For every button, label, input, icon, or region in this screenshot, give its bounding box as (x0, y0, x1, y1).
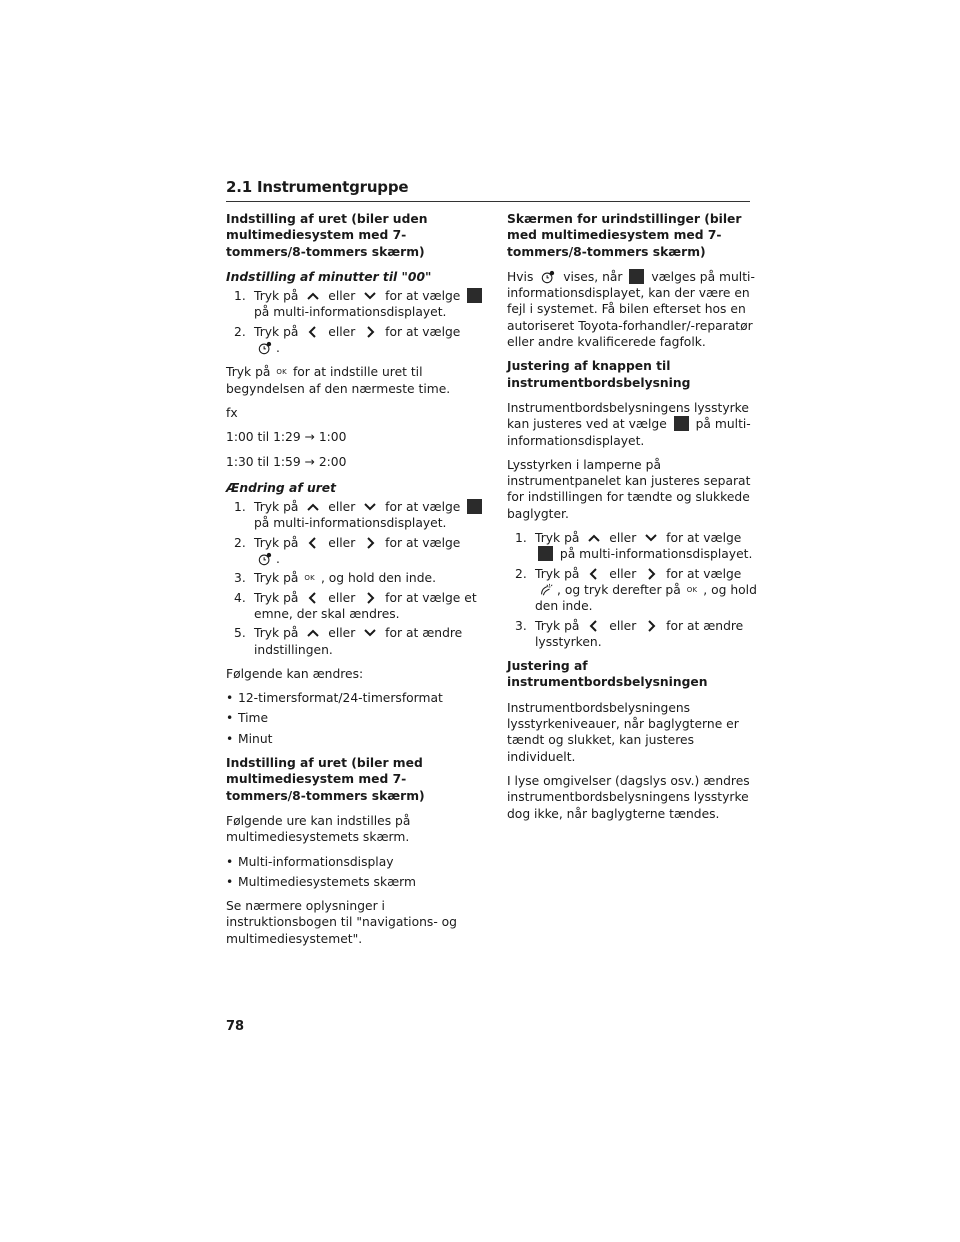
settings-gear-icon (629, 269, 644, 284)
paragraph-ok: Tryk på OK for at indstille uret til begyndelsen af den nærmeste time. (226, 365, 451, 396)
step (234, 499, 486, 532)
ok-button-icon: OK (686, 585, 698, 594)
subheading-minutes-00: Indstilling af minutter til "00" (226, 269, 432, 284)
paragraph-levels: Instrumentbordsbelysningens lysstyrkeniveauer, når baglygterne er tændt og slukket, kan justeres individuelt. (507, 700, 739, 764)
chevron-right-icon (363, 591, 377, 605)
chevron-down-icon (363, 289, 377, 303)
step-number: 1. (515, 531, 527, 546)
heading-clock-settings-screen: Skærmen for urindstillinger (biler med multimediesystem med 7-tommers/8-tommers skærm) (507, 212, 742, 259)
step-number: 1. (234, 289, 246, 304)
step (515, 618, 757, 651)
step-number: 3. (234, 571, 246, 586)
list-item: • Multimediesystemets skærm (226, 874, 416, 889)
chevron-down-icon (363, 626, 377, 640)
step (234, 570, 486, 586)
settings-gear-icon (674, 416, 689, 431)
paragraph-see-manual: Se nærmere oplysninger i instruktionsbogen til "navigations- og multimediesystemet". (226, 899, 457, 946)
chevron-down-icon (363, 500, 377, 514)
step (234, 324, 486, 357)
chevron-right-icon (363, 536, 377, 550)
step-number: 2. (234, 324, 246, 339)
paragraph-can-change: Følgende kan ændres: (226, 666, 364, 681)
settings-gear-icon (467, 288, 482, 303)
chevron-up-icon (587, 531, 601, 545)
paragraph-error: Hvis vises, når vælges på multi-informationsdisplayet, kan der være en fejl i systemet. Få bilen efterset hos en autoriseret Toyota-forhandler/-reparatør eller andre kvalificerede fagfolk. (507, 269, 755, 350)
settings-gear-icon (467, 499, 482, 514)
step-text: Tryk på eller for at vælge . (254, 535, 461, 567)
step (515, 530, 757, 563)
list-item: • Multi-informationsdisplay (226, 854, 394, 869)
chevron-left-icon (306, 591, 320, 605)
step-text: Tryk på eller for at vælge på multi-informationsdisplayet. (254, 499, 486, 532)
paragraph-example-1: 1:00 til 1:29 → 1:00 (226, 430, 347, 445)
chevron-left-icon (587, 567, 601, 581)
page-number: 78 (226, 1019, 245, 1034)
chevron-left-icon (306, 536, 320, 550)
list-item: • Minut (226, 731, 273, 746)
step-text: Tryk på eller for at vælge på multi-informationsdisplayet. (535, 531, 753, 562)
chevron-up-icon (306, 626, 320, 640)
step-number: 2. (515, 566, 527, 581)
step-text: Tryk på eller for at ændre indstillingen. (254, 626, 463, 657)
step-number: 1. (234, 500, 246, 515)
section-title: 2.1 Instrumentgruppe (226, 178, 409, 196)
subheading-change-clock: Ændring af uret (226, 480, 336, 495)
step-text: Tryk på eller for at vælge på multi-informationsdisplayet. (254, 288, 486, 321)
list-item: • Time (226, 711, 269, 726)
paragraph-fx: fx (226, 405, 238, 420)
step-text: Tryk på eller for at vælge et emne, der skal ændres. (254, 590, 477, 621)
heading-dash-light-button: Justering af knappen til instrumentbordsbelysning (507, 359, 691, 390)
right-column (507, 211, 757, 830)
ok-button-icon: OK (304, 574, 315, 583)
clock-settings-icon (258, 341, 272, 355)
step-text: Tryk på eller for at vælge , og tryk derefter på OK , og hold den inde. (535, 566, 757, 614)
step-text: Tryk på OK , og hold den inde. (254, 571, 437, 586)
heading-clock-with-multimedia: Indstilling af uret (biler med multimediesystem med 7-tommers/8-tommers skærm) (226, 756, 425, 803)
step-number: 3. (515, 618, 527, 633)
chevron-left-icon (587, 619, 601, 633)
step-number: 5. (234, 626, 246, 641)
clock-settings-icon (541, 270, 555, 284)
bullet-dot: • (226, 731, 234, 746)
left-column (226, 211, 486, 955)
step-text: Tryk på eller for at ændre lysstyrken. (535, 618, 744, 649)
paragraph-brightness-separate: Lysstyrken i lamperne på instrumentpanelet kan justeres separat for indstillingen for tændte og slukkede baglygter. (507, 457, 751, 521)
step-number: 4. (234, 590, 246, 605)
paragraph-daylight: I lyse omgivelser (dagslys osv.) ændres instrumentbordsbelysningens lysstyrke dog ikke, når baglygterne tændes. (507, 773, 750, 821)
step (234, 625, 486, 658)
paragraph-example-2: 1:30 til 1:59 → 2:00 (226, 454, 347, 469)
chevron-right-icon (363, 325, 377, 339)
heading-adjust-dash-light: Justering af instrumentbordsbelysningen (507, 659, 708, 690)
list-item: • 12-timersformat/24-timersformat (226, 691, 443, 706)
clock-settings-icon (258, 552, 272, 566)
paragraph-clocks: Følgende ure kan indstilles på multimediesystemets skærm. (226, 813, 411, 845)
step (515, 566, 757, 615)
chevron-down-icon (644, 531, 658, 545)
bullet-dot: • (226, 691, 234, 706)
heading-clock-no-multimedia: Indstilling af uret (biler uden multimediesystem med 7-tommers/8-tommers skærm) (226, 212, 428, 259)
paragraph-brightness-select: Instrumentbordsbelysningens lysstyrke kan justeres ved at vælge på multi-informationsdisplayet. (507, 400, 751, 448)
chevron-up-icon (306, 289, 320, 303)
bullet-dot: • (226, 711, 234, 726)
bullet-dot: • (226, 874, 234, 889)
step (234, 590, 486, 623)
section-header (226, 178, 750, 202)
step (234, 535, 486, 568)
step (234, 288, 486, 321)
chevron-right-icon (644, 567, 658, 581)
dash-light-icon (539, 583, 553, 597)
step-number: 2. (234, 535, 246, 550)
settings-gear-icon (538, 546, 553, 561)
header-rule (226, 201, 750, 202)
step-text: Tryk på eller for at vælge . (254, 324, 461, 356)
chevron-right-icon (644, 619, 658, 633)
chevron-left-icon (306, 325, 320, 339)
chevron-up-icon (306, 500, 320, 514)
ok-button-icon: OK (276, 368, 287, 377)
bullet-dot: • (226, 854, 234, 869)
